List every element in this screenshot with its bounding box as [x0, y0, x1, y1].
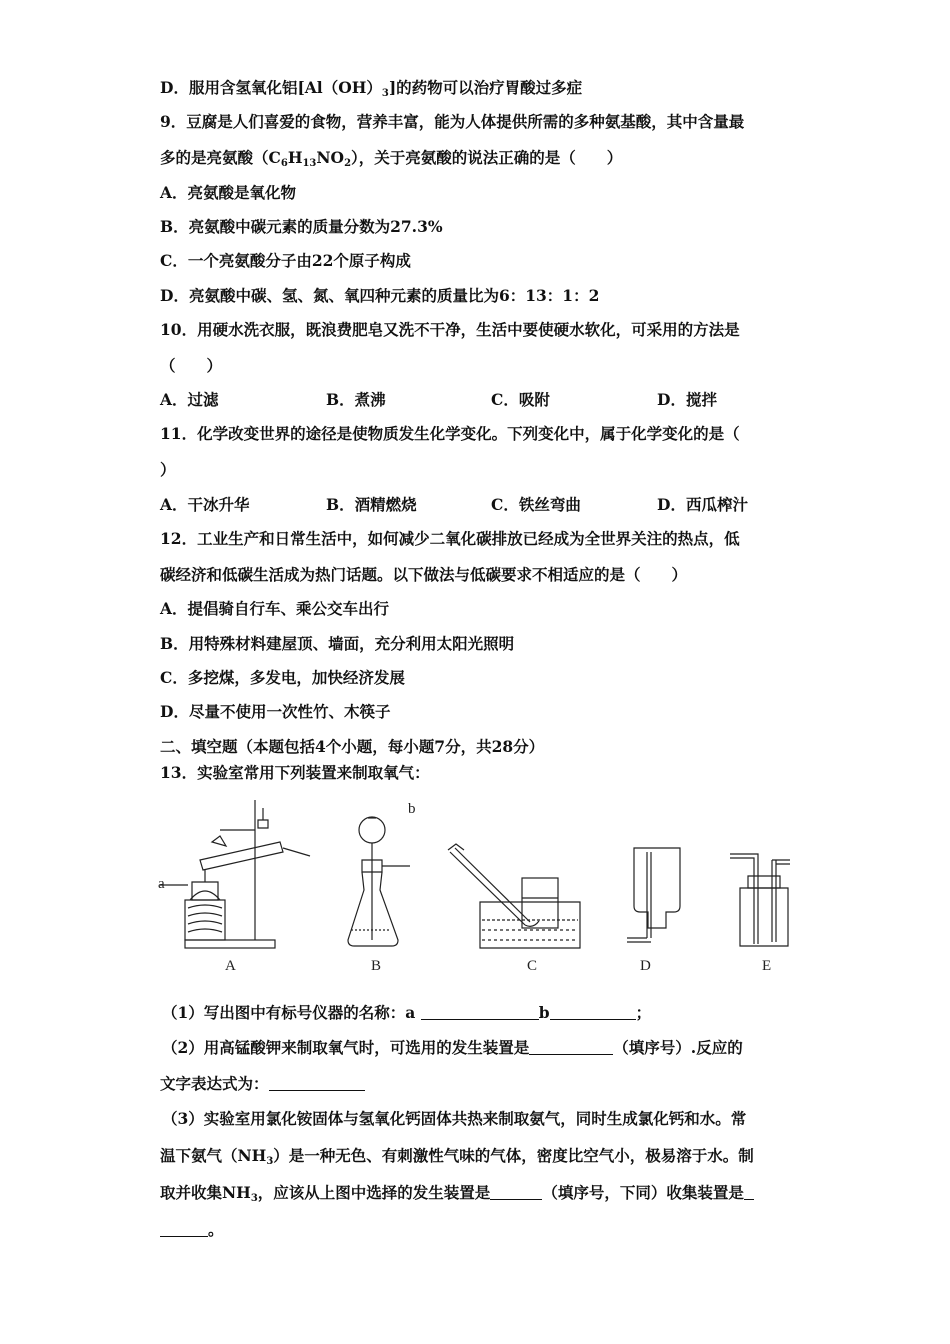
q10-option-c: C．吸附: [491, 390, 550, 409]
q10-option-a: A．过滤: [160, 390, 219, 409]
q11-option-a: A．干冰升华: [160, 495, 250, 514]
sub-question-3-line2: 温下氨气$(NH_3)$是一种无色、有刺激性气味的气体，密度比空气小，极易溶于水。制: [160, 1146, 754, 1167]
q9-stem-line2: 多的是亮氨酸$(C_6H_{13}NO_2)$，关于亮氨酸的说法正确的是（ ）: [160, 148, 623, 169]
q11-stem-line2: ）: [160, 460, 176, 479]
q12-option-d: D．尽量不使用一次性竹、木筷子: [160, 702, 391, 721]
mark-a: a: [158, 876, 165, 892]
q12-stem-line2: 碳经济和低碳生活成为热门话题。以下做法与低碳要求不相适应的是（ ）: [160, 565, 688, 584]
label-c: C: [527, 958, 538, 974]
mark-b: b: [408, 801, 416, 817]
sub-question-3-line4: 。: [160, 1220, 224, 1240]
blank-collector-start[interactable]: [744, 1185, 754, 1200]
q9-option-a: A．亮氨酸是氧化物: [160, 183, 297, 202]
blank-device[interactable]: [529, 1040, 613, 1055]
apparatus-a: [160, 800, 310, 948]
q10-stem-line2: （ ）: [160, 356, 223, 375]
q10-option-d: D．搅拌: [657, 390, 717, 409]
apparatus-d: [627, 848, 680, 942]
q11-option-c: C．铁丝弯曲: [491, 495, 581, 514]
sub-question-3-line3: 取并收集$NH_3$，应该从上图中选择的发生装置是 （填序号，下同）收集装置是: [160, 1183, 754, 1203]
q11-option-b: B．酒精燃烧: [326, 495, 417, 514]
sub-question-3-line1: （3）实验室用氯化铵固体与氢氧化钙固体共热来制取氨气，同时生成氯化钙和水。常: [162, 1109, 747, 1128]
label-b: B: [371, 958, 382, 974]
q10-option-b: B．煮沸: [326, 390, 386, 409]
q12-option-a: A．提倡骑自行车、乘公交车出行: [160, 599, 390, 618]
blank-b[interactable]: [550, 1005, 636, 1020]
label-d: D: [640, 958, 651, 974]
q13-stem: 13．实验室常用下列装置来制取氧气：: [160, 763, 430, 782]
label-e: E: [762, 958, 772, 974]
q11-stem-line1: 11．化学改变世界的途径是使物质发生化学变化。下列变化中，属于化学变化的是（: [160, 424, 740, 443]
q12-option-b: B．用特殊材料建屋顶、墙面，充分利用太阳光照明: [160, 634, 515, 653]
q9-option-b: B．亮氨酸中碳元素的质量分数为27.3%: [160, 217, 443, 236]
blank-expression[interactable]: [269, 1076, 365, 1091]
apparatus-e: [730, 854, 790, 946]
q11-option-d: D．西瓜榨汁: [657, 495, 748, 514]
sub-question-2: （2）用高锰酸钾来制取氧气时，可选用的发生装置是 （填序号）.反应的: [162, 1038, 743, 1057]
q9-stem-line1: 9．豆腐是人们喜爱的食物，营养丰富，能为人体提供所需的多种氨基酸，其中含量最: [160, 112, 745, 131]
blank-collector[interactable]: [160, 1222, 208, 1237]
q9-option-d: D．亮氨酸中碳、氢、氮、氧四种元素的质量比为6：13：1：2: [160, 286, 600, 305]
q10-stem-line1: 10．用硬水洗衣服，既浪费肥皂又洗不干净，生活中要使硬水软化，可采用的方法是: [160, 320, 740, 339]
blank-generator[interactable]: [490, 1185, 542, 1200]
apparatus-c: [448, 844, 580, 948]
blank-a[interactable]: [421, 1005, 539, 1020]
apparatus-b: [348, 817, 410, 946]
q12-option-c: C．多挖煤，多发电，加快经济发展: [160, 668, 405, 687]
apparatus-figure: [150, 790, 810, 990]
section-2-heading: 二、填空题（本题包括4个小题，每小题7分，共28分）: [160, 737, 545, 756]
sub-question-1: （1）写出图中有标号仪器的名称：a b ；: [162, 1003, 652, 1022]
q8-option-d: D．服用含氢氧化铝$[Al(OH)_3]$的药物可以治疗胃酸过多症: [160, 78, 583, 99]
sub-question-2-line2: 文字表达式为：: [160, 1074, 365, 1094]
label-a: A: [225, 958, 236, 974]
q9-option-c: C．一个亮氨酸分子由22个原子构成: [160, 251, 411, 270]
q12-stem-line1: 12．工业生产和日常生活中，如何减少二氧化碳排放已经成为全世界关注的热点，低: [160, 529, 740, 548]
